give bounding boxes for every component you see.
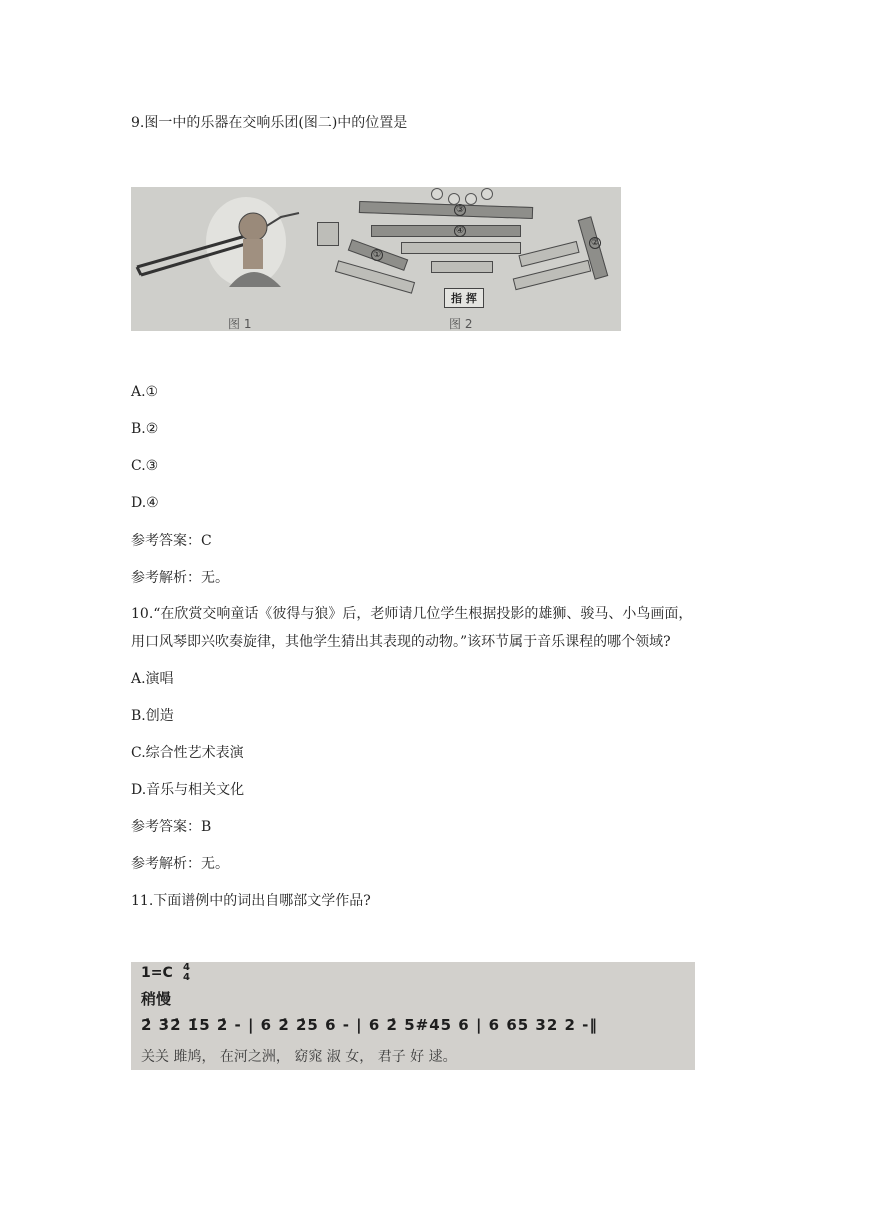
marker-1: ① (372, 250, 382, 260)
q9-option-c: C.③ (131, 458, 159, 474)
q10-question-line2: 用口风琴即兴吹奏旋律，其他学生猜出其表现的动物。”该环节属于音乐课程的哪个领域? (131, 634, 671, 650)
music-score-image (131, 962, 695, 1070)
percussion-seat (431, 188, 443, 200)
q9-option-a: A.① (131, 384, 159, 400)
marker-3: ③ (455, 205, 465, 215)
viola-row (431, 261, 493, 273)
score-notes: 2̇ 3̇2̇ 1̇5 2̇ - | 6 2̇ 2̇5 6 - | 6 2̇ 5#45 6 | 6 65 32 2 -‖ (141, 1016, 598, 1034)
score-tempo: 稍慢 (141, 990, 172, 1008)
q9-option-b: B.② (131, 421, 159, 437)
figure1-caption: 图 1 (228, 317, 252, 331)
score-lyrics: 关关 雎鸠， 在河之洲， 窈窕 淑 女， 君子 好 逑。 (141, 1049, 457, 1065)
q10-option-b: B.创造 (131, 708, 174, 724)
q9-option-d: D.④ (131, 495, 159, 511)
section-4-row (371, 225, 521, 237)
score-time-top: 4 (183, 962, 190, 973)
conductor-box: 指 挥 (444, 288, 484, 308)
q9-question: 9.图一中的乐器在交响乐团(图二)中的位置是 (131, 115, 408, 131)
trombone-player-image (131, 187, 306, 331)
q9-analysis: 参考解析：无。 (131, 570, 229, 586)
q9-figure (131, 187, 621, 331)
section-3-row (359, 201, 533, 219)
q10-analysis: 参考解析：无。 (131, 856, 229, 872)
woodwind-row (401, 242, 521, 254)
q10-option-d: D.音乐与相关文化 (131, 782, 245, 798)
percussion-seat (481, 188, 493, 200)
marker-4: ④ (455, 226, 465, 236)
q11-question: 11.下面谱例中的词出自哪部文学作品? (131, 893, 371, 909)
score-time-bottom: 4 (183, 972, 190, 983)
q10-answer: 参考答案：B (131, 819, 212, 835)
q10-question-line1: 10.“在欣赏交响童话《彼得与狼》后，老师请几位学生根据投影的雄狮、骏马、小鸟画面， (131, 606, 693, 622)
marker-2: ② (590, 238, 600, 248)
harp-seat (317, 222, 339, 246)
figure2-caption: 图 2 (449, 317, 473, 331)
q9-answer: 参考答案：C (131, 533, 212, 549)
score-key: 1=C (141, 965, 173, 981)
q10-option-a: A.演唱 (131, 671, 174, 687)
q10-option-c: C.综合性艺术表演 (131, 745, 244, 761)
percussion-seat (465, 193, 477, 205)
